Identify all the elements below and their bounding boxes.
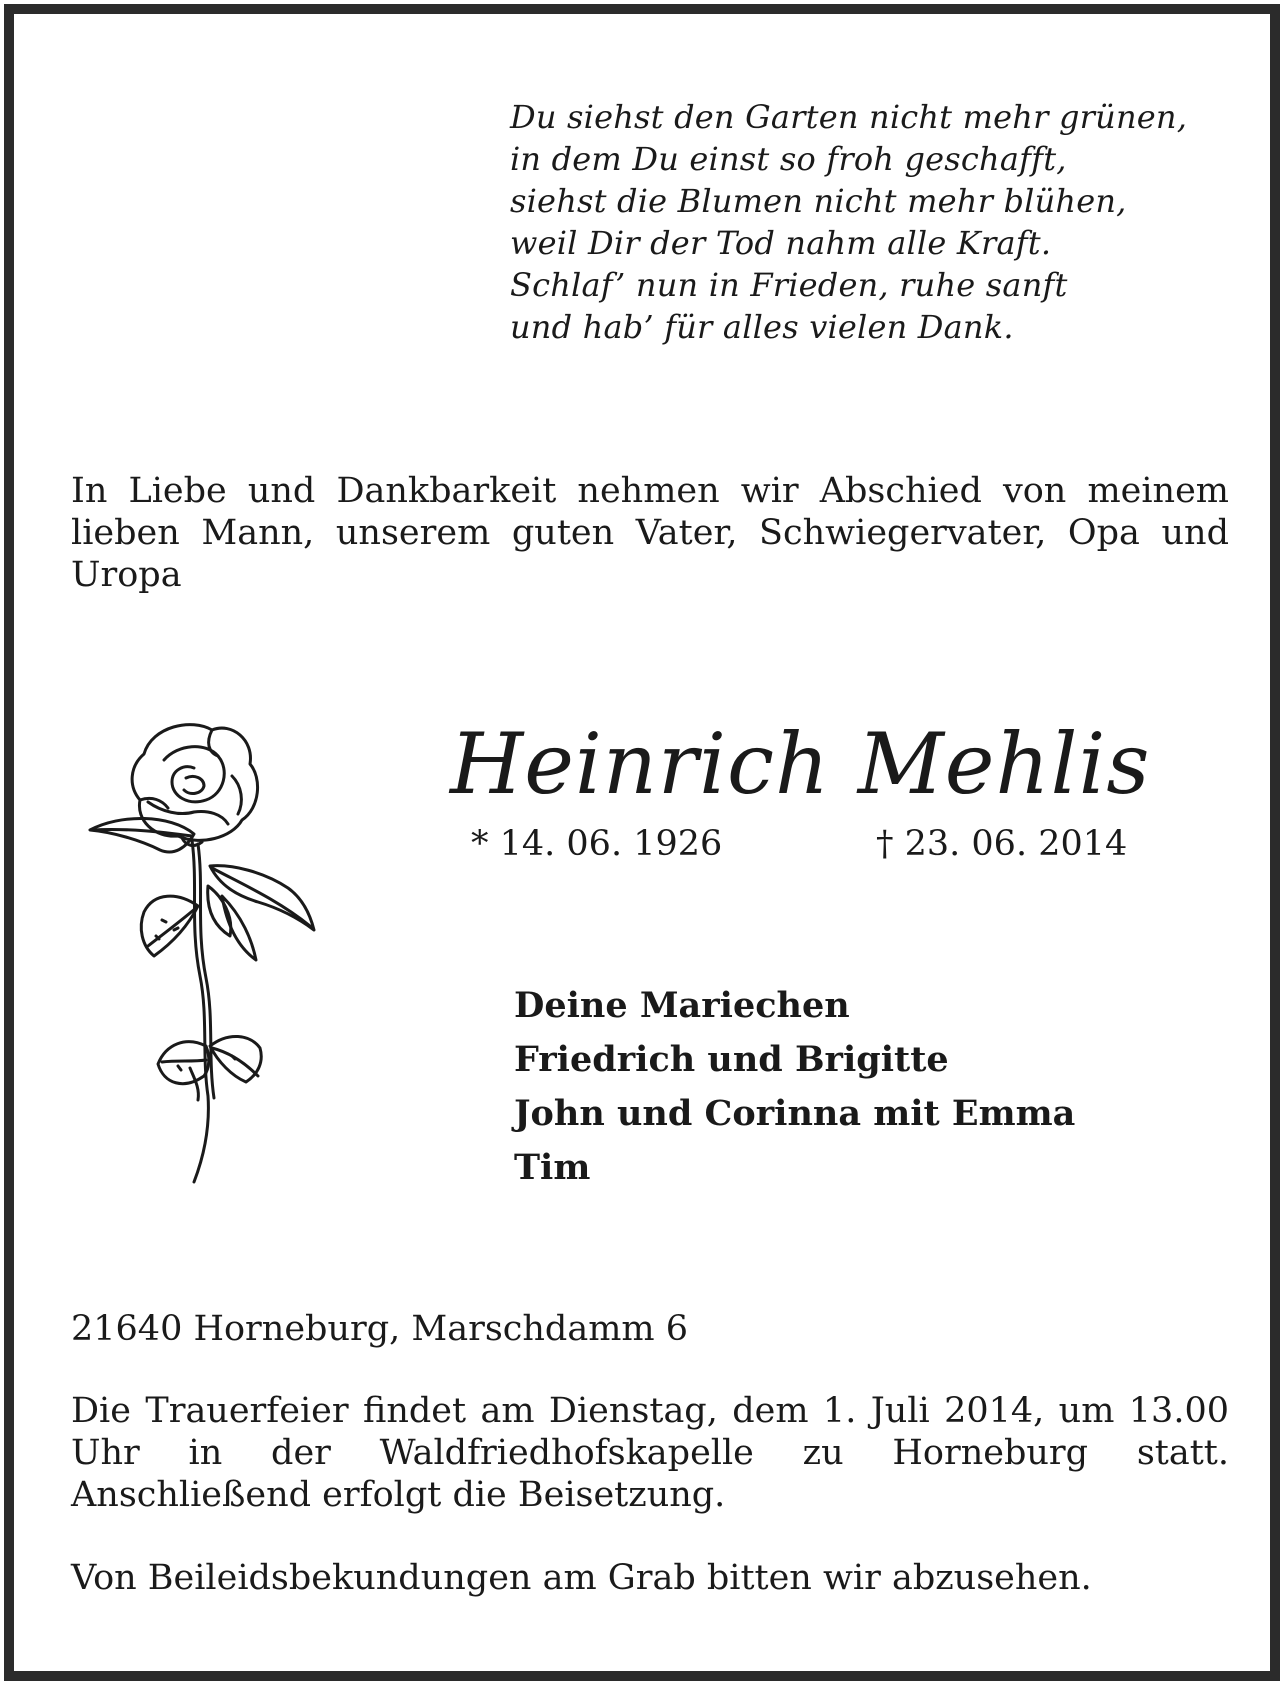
- address: 21640 Horneburg, Marschdamm 6: [71, 1309, 688, 1349]
- poem-line: Schlaf’ nun in Frieden, ruhe sanft: [510, 266, 1068, 304]
- death-date: † 23. 06. 2014: [876, 824, 1128, 864]
- intro-text: In Liebe und Dankbarkeit nehmen wir Abschied von meinem lieben Mann, unserem guten Vater, Schwiegervater, Opa und Uropa: [71, 471, 1229, 595]
- deceased-name: Heinrich Mehlis: [450, 715, 1151, 813]
- poem-line: siehst die Blumen nicht mehr blühen,: [510, 182, 1127, 220]
- poem-line: weil Dir der Tod nahm alle Kraft.: [510, 224, 1052, 262]
- poem-line: in dem Du einst so froh geschafft,: [510, 140, 1067, 178]
- mourner: Tim: [514, 1147, 591, 1188]
- mourner: Friedrich und Brigitte: [514, 1039, 949, 1080]
- birth-date: * 14. 06. 1926: [471, 824, 723, 864]
- poem: [510, 96, 1230, 348]
- poem-line: und hab’ für alles vielen Dank.: [510, 308, 1014, 346]
- ceremony-text: Die Trauerfeier findet am Dienstag, dem 1. Juli 2014, um 13.00 Uhr in der Waldfriedhofskapelle zu Horneburg statt. Anschließend erfolgt die Beisetzung.: [71, 1391, 1229, 1515]
- rose-icon: [82, 716, 346, 1186]
- mourners-list: [514, 979, 1214, 1195]
- mourner: John und Corinna mit Emma: [514, 1093, 1076, 1134]
- mourner: Deine Mariechen: [514, 985, 850, 1026]
- condolence-note: Von Beileidsbekundungen am Grab bitten wir abzusehen.: [71, 1558, 1092, 1598]
- obituary-card: [4, 4, 1280, 1681]
- poem-line: Du siehst den Garten nicht mehr grünen,: [510, 98, 1188, 136]
